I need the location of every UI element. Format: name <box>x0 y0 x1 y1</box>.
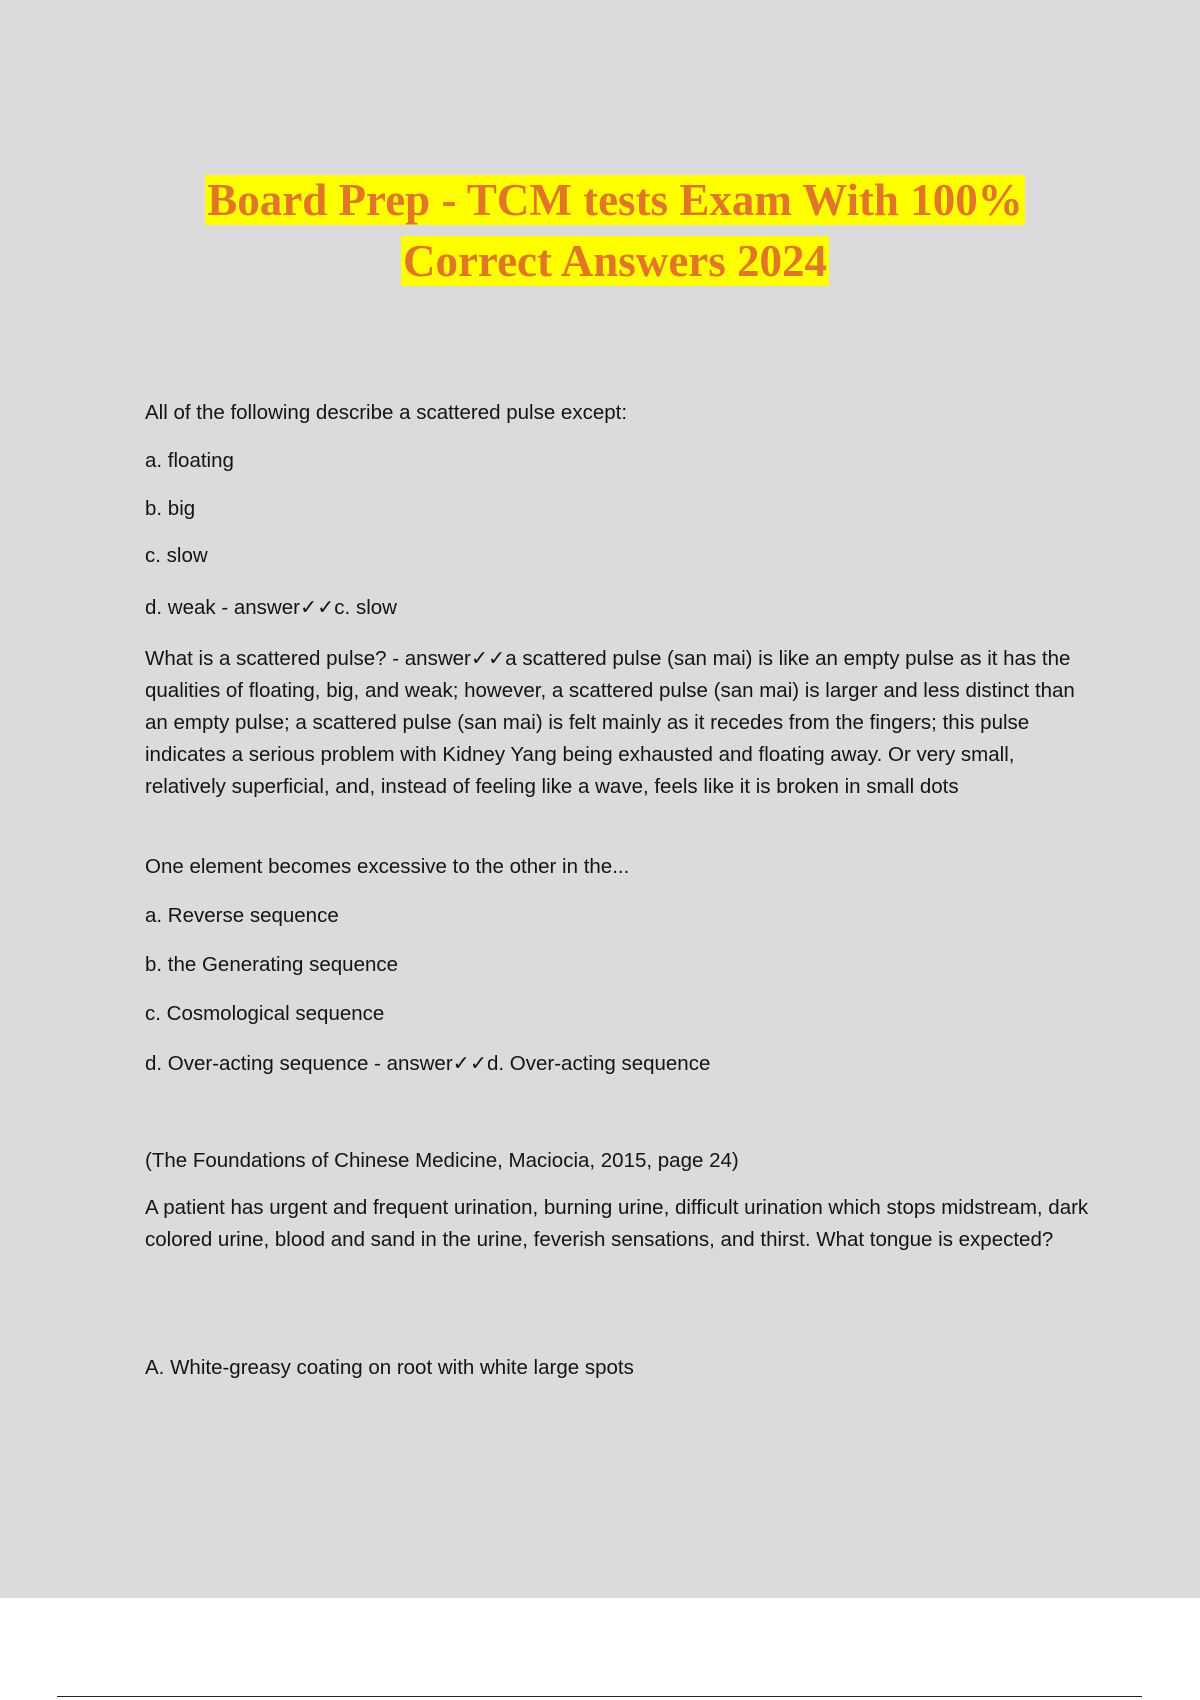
question-1-answer: d. weak - answer✓✓c. slow <box>145 596 397 619</box>
question-3-answer: d. Over-acting sequence - answer✓✓d. Over-acting sequence <box>145 1052 711 1075</box>
question-3: One element becomes excessive to the other in the... <box>145 855 630 878</box>
title-line-2: Correct Answers 2024 <box>402 236 828 286</box>
question-1-option-a: a. floating <box>145 449 234 472</box>
document-title <box>0 170 1200 292</box>
question-1-option-b: b. big <box>145 497 196 520</box>
question-4: A patient has urgent and frequent urination, burning urine, difficult urination which stops midstream, dark colored urine, blood and sand in the urine, feverish sensations, and thirst. What tongue is expected? <box>145 1196 1089 1251</box>
question-3-option-c: c. Cosmological sequence <box>145 1002 385 1025</box>
title-line-1: Board Prep - TCM tests Exam With 100% <box>207 175 1023 225</box>
footer-divider <box>57 1696 1142 1697</box>
question-1: All of the following describe a scattered pulse except: <box>145 401 628 424</box>
question-1-option-c: c. slow <box>145 544 208 567</box>
question-3-option-b: b. the Generating sequence <box>145 953 399 976</box>
question-3-reference: (The Foundations of Chinese Medicine, Maciocia, 2015, page 24) <box>145 1149 739 1172</box>
question-2-answer: What is a scattered pulse? - answer✓✓a scattered pulse (san mai) is like an empty pulse as it has the qualities of floating, big, and weak; however, a scattered pulse (san mai) is larger and less distinct than an empty pulse; a scattered pulse (san mai) is felt mainly as it recedes from the fingers; this pulse indicates a serious problem with Kidney Yang being exhausted and floating away. Or very small, relatively superficial, and, instead of feeling like a wave, feels like it is broken in small dots <box>145 647 1075 798</box>
question-4-option-a: A. White-greasy coating on root with white large spots <box>145 1356 634 1379</box>
question-3-option-a: a. Reverse sequence <box>145 904 339 927</box>
